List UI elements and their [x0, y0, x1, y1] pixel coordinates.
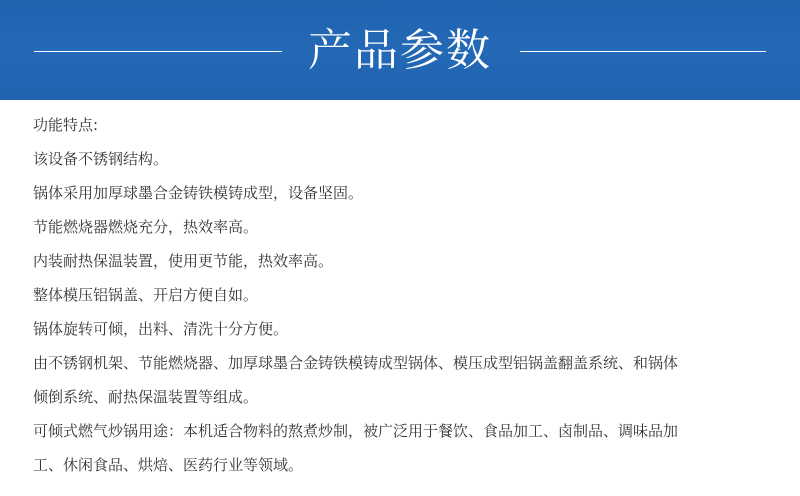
header-banner	[0, 0, 800, 100]
text-line: 工、休闲食品、烘焙、医药行业等领域。	[33, 456, 304, 474]
banner-right-rule	[520, 51, 766, 52]
features-heading: 功能特点:	[33, 116, 99, 134]
page-title: 产品参数	[308, 25, 492, 76]
text-line: 锅体旋转可倾，出料、清洗十分方便。	[33, 320, 289, 338]
text-line: 内装耐热保温装置，使用更节能，热效率高。	[33, 252, 334, 270]
text-line: 由不锈钢机架、节能燃烧器、加厚球墨合金铸铁模铸成型锅体、模压成型铝锅盖翻盖系统、和锅体	[33, 354, 679, 372]
text-line: 该设备不锈钢结构。	[33, 150, 169, 168]
product-description	[0, 100, 800, 482]
text-line: 倾倒系统、耐热保温装置等组成。	[33, 388, 259, 406]
text-line: 整体模压铝锅盖、开启方便自如。	[33, 286, 259, 304]
text-line: 节能燃烧器燃烧充分，热效率高。	[33, 218, 259, 236]
text-line: 锅体采用加厚球墨合金铸铁模铸成型，设备坚固。	[33, 184, 364, 202]
text-line: 可倾式燃气炒锅用途：本机适合物料的熬煮炒制，被广泛用于餐饮、食品加工、卤制品、调味品加	[33, 422, 679, 440]
